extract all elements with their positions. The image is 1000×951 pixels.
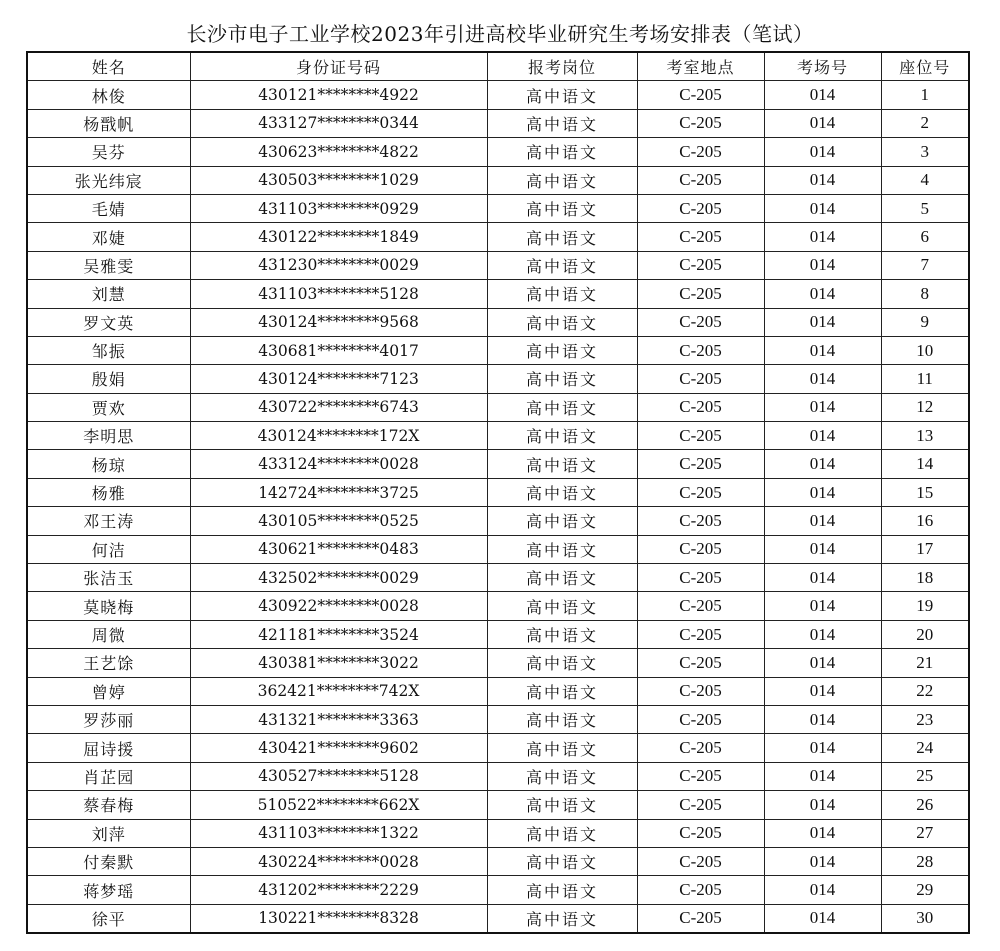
- cell-id-number: 142724********3725: [190, 478, 487, 506]
- cell-exam-site: 014: [764, 166, 881, 194]
- cell-room: C-205: [637, 819, 764, 847]
- cell-post: 高中语文: [487, 847, 637, 875]
- cell-name: 付秦默: [27, 847, 190, 875]
- cell-id-number: 130221********8328: [190, 904, 487, 933]
- cell-post: 高中语文: [487, 138, 637, 166]
- cell-id-number: 431103********0929: [190, 194, 487, 222]
- cell-post: 高中语文: [487, 649, 637, 677]
- cell-name: 毛婧: [27, 194, 190, 222]
- cell-name: 刘慧: [27, 280, 190, 308]
- cell-seat: 22: [881, 677, 969, 705]
- cell-exam-site: 014: [764, 564, 881, 592]
- cell-seat: 9: [881, 308, 969, 336]
- table-row: [27, 507, 969, 535]
- cell-seat: 10: [881, 336, 969, 364]
- header-name: 姓名: [27, 52, 190, 81]
- cell-exam-site: 014: [764, 365, 881, 393]
- cell-post: 高中语文: [487, 194, 637, 222]
- cell-room: C-205: [637, 393, 764, 421]
- cell-seat: 3: [881, 138, 969, 166]
- table-row: [27, 308, 969, 336]
- header-seat: 座位号: [881, 52, 969, 81]
- cell-seat: 11: [881, 365, 969, 393]
- cell-exam-site: 014: [764, 507, 881, 535]
- cell-name: 殷娟: [27, 365, 190, 393]
- table-row: [27, 592, 969, 620]
- cell-exam-site: 014: [764, 904, 881, 933]
- cell-seat: 6: [881, 223, 969, 251]
- cell-exam-site: 014: [764, 393, 881, 421]
- table-row: [27, 138, 969, 166]
- cell-post: 高中语文: [487, 365, 637, 393]
- table-row: [27, 649, 969, 677]
- cell-seat: 24: [881, 734, 969, 762]
- cell-name: 何洁: [27, 535, 190, 563]
- cell-id-number: 433127********0344: [190, 109, 487, 137]
- cell-seat: 13: [881, 422, 969, 450]
- header-row: [27, 52, 969, 81]
- cell-id-number: 431202********2229: [190, 876, 487, 904]
- cell-name: 周微: [27, 620, 190, 648]
- cell-room: C-205: [637, 194, 764, 222]
- cell-id-number: 362421********742X: [190, 677, 487, 705]
- cell-room: C-205: [637, 251, 764, 279]
- cell-seat: 4: [881, 166, 969, 194]
- cell-post: 高中语文: [487, 393, 637, 421]
- cell-room: C-205: [637, 308, 764, 336]
- cell-room: C-205: [637, 649, 764, 677]
- cell-room: C-205: [637, 507, 764, 535]
- table-row: [27, 705, 969, 733]
- cell-seat: 21: [881, 649, 969, 677]
- cell-post: 高中语文: [487, 280, 637, 308]
- header-id-number: 身份证号码: [190, 52, 487, 81]
- cell-seat: 23: [881, 705, 969, 733]
- cell-seat: 29: [881, 876, 969, 904]
- table-row: [27, 791, 969, 819]
- cell-name: 蔡春梅: [27, 791, 190, 819]
- table-row: [27, 620, 969, 648]
- cell-name: 莫晓梅: [27, 592, 190, 620]
- cell-id-number: 430722********6743: [190, 393, 487, 421]
- cell-exam-site: 014: [764, 592, 881, 620]
- table-row: [27, 422, 969, 450]
- cell-seat: 28: [881, 847, 969, 875]
- cell-seat: 14: [881, 450, 969, 478]
- cell-exam-site: 014: [764, 876, 881, 904]
- cell-post: 高中语文: [487, 535, 637, 563]
- cell-post: 高中语文: [487, 819, 637, 847]
- table-row: [27, 564, 969, 592]
- cell-room: C-205: [637, 620, 764, 648]
- cell-exam-site: 014: [764, 478, 881, 506]
- cell-seat: 7: [881, 251, 969, 279]
- cell-id-number: 510522********662X: [190, 791, 487, 819]
- cell-name: 罗文英: [27, 308, 190, 336]
- cell-room: C-205: [637, 422, 764, 450]
- cell-exam-site: 014: [764, 194, 881, 222]
- table-row: [27, 393, 969, 421]
- table-row: [27, 251, 969, 279]
- cell-seat: 15: [881, 478, 969, 506]
- table-row: [27, 819, 969, 847]
- cell-id-number: 430124********9568: [190, 308, 487, 336]
- cell-name: 徐平: [27, 904, 190, 933]
- cell-id-number: 430122********1849: [190, 223, 487, 251]
- cell-name: 吴芬: [27, 138, 190, 166]
- cell-exam-site: 014: [764, 762, 881, 790]
- table-row: [27, 81, 969, 109]
- cell-exam-site: 014: [764, 422, 881, 450]
- cell-exam-site: 014: [764, 251, 881, 279]
- cell-exam-site: 014: [764, 138, 881, 166]
- cell-name: 曾婷: [27, 677, 190, 705]
- cell-seat: 5: [881, 194, 969, 222]
- cell-name: 王艺馀: [27, 649, 190, 677]
- table-row: [27, 734, 969, 762]
- table-row: [27, 223, 969, 251]
- cell-exam-site: 014: [764, 535, 881, 563]
- cell-exam-site: 014: [764, 81, 881, 109]
- cell-seat: 12: [881, 393, 969, 421]
- cell-room: C-205: [637, 876, 764, 904]
- cell-name: 邹振: [27, 336, 190, 364]
- cell-seat: 30: [881, 904, 969, 933]
- cell-name: 蒋梦瑶: [27, 876, 190, 904]
- cell-seat: 19: [881, 592, 969, 620]
- cell-name: 林俊: [27, 81, 190, 109]
- table-row: [27, 166, 969, 194]
- cell-seat: 8: [881, 280, 969, 308]
- cell-id-number: 433124********0028: [190, 450, 487, 478]
- cell-exam-site: 014: [764, 705, 881, 733]
- cell-id-number: 430922********0028: [190, 592, 487, 620]
- table-header: [27, 52, 969, 81]
- cell-name: 吴雅雯: [27, 251, 190, 279]
- table-row: [27, 535, 969, 563]
- cell-room: C-205: [637, 223, 764, 251]
- cell-exam-site: 014: [764, 734, 881, 762]
- cell-post: 高中语文: [487, 478, 637, 506]
- cell-post: 高中语文: [487, 166, 637, 194]
- cell-post: 高中语文: [487, 507, 637, 535]
- cell-post: 高中语文: [487, 734, 637, 762]
- cell-id-number: 430105********0525: [190, 507, 487, 535]
- cell-id-number: 430681********4017: [190, 336, 487, 364]
- header-post: 报考岗位: [487, 52, 637, 81]
- cell-id-number: 430621********0483: [190, 535, 487, 563]
- table-body: [27, 81, 969, 933]
- cell-exam-site: 014: [764, 649, 881, 677]
- table-row: [27, 677, 969, 705]
- cell-room: C-205: [637, 365, 764, 393]
- cell-name: 李明思: [27, 422, 190, 450]
- cell-room: C-205: [637, 280, 764, 308]
- cell-post: 高中语文: [487, 251, 637, 279]
- cell-room: C-205: [637, 762, 764, 790]
- cell-post: 高中语文: [487, 592, 637, 620]
- cell-room: C-205: [637, 81, 764, 109]
- cell-post: 高中语文: [487, 450, 637, 478]
- cell-room: C-205: [637, 478, 764, 506]
- table-row: [27, 336, 969, 364]
- cell-name: 杨戬帆: [27, 109, 190, 137]
- cell-id-number: 430381********3022: [190, 649, 487, 677]
- cell-post: 高中语文: [487, 564, 637, 592]
- cell-exam-site: 014: [764, 847, 881, 875]
- cell-exam-site: 014: [764, 308, 881, 336]
- cell-seat: 25: [881, 762, 969, 790]
- cell-exam-site: 014: [764, 450, 881, 478]
- cell-exam-site: 014: [764, 677, 881, 705]
- cell-id-number: 430124********172X: [190, 422, 487, 450]
- header-room: 考室地点: [637, 52, 764, 81]
- cell-seat: 26: [881, 791, 969, 819]
- cell-post: 高中语文: [487, 620, 637, 648]
- cell-id-number: 432502********0029: [190, 564, 487, 592]
- cell-name: 杨琼: [27, 450, 190, 478]
- cell-post: 高中语文: [487, 336, 637, 364]
- cell-exam-site: 014: [764, 109, 881, 137]
- cell-post: 高中语文: [487, 81, 637, 109]
- cell-room: C-205: [637, 705, 764, 733]
- exam-seating-table: [26, 51, 970, 934]
- cell-exam-site: 014: [764, 336, 881, 364]
- cell-id-number: 421181********3524: [190, 620, 487, 648]
- table-row: [27, 847, 969, 875]
- cell-name: 邓王涛: [27, 507, 190, 535]
- cell-post: 高中语文: [487, 677, 637, 705]
- table-row: [27, 904, 969, 933]
- cell-name: 贾欢: [27, 393, 190, 421]
- table-row: [27, 194, 969, 222]
- cell-id-number: 431230********0029: [190, 251, 487, 279]
- cell-name: 杨雅: [27, 478, 190, 506]
- cell-seat: 17: [881, 535, 969, 563]
- cell-post: 高中语文: [487, 109, 637, 137]
- cell-post: 高中语文: [487, 705, 637, 733]
- cell-post: 高中语文: [487, 422, 637, 450]
- table-row: [27, 876, 969, 904]
- cell-room: C-205: [637, 336, 764, 364]
- cell-seat: 18: [881, 564, 969, 592]
- cell-name: 刘萍: [27, 819, 190, 847]
- cell-room: C-205: [637, 166, 764, 194]
- table-row: [27, 365, 969, 393]
- cell-id-number: 430623********4822: [190, 138, 487, 166]
- cell-post: 高中语文: [487, 904, 637, 933]
- cell-id-number: 430224********0028: [190, 847, 487, 875]
- table-row: [27, 109, 969, 137]
- cell-seat: 2: [881, 109, 969, 137]
- cell-id-number: 431321********3363: [190, 705, 487, 733]
- table-row: [27, 280, 969, 308]
- cell-room: C-205: [637, 791, 764, 819]
- cell-room: C-205: [637, 734, 764, 762]
- cell-exam-site: 014: [764, 223, 881, 251]
- document-title: 长沙市电子工业学校2023年引进高校毕业研究生考场安排表（笔试）: [186, 22, 814, 46]
- cell-name: 肖芷园: [27, 762, 190, 790]
- table-row: [27, 478, 969, 506]
- cell-room: C-205: [637, 677, 764, 705]
- cell-id-number: 430503********1029: [190, 166, 487, 194]
- cell-exam-site: 014: [764, 791, 881, 819]
- cell-post: 高中语文: [487, 223, 637, 251]
- cell-room: C-205: [637, 138, 764, 166]
- cell-id-number: 430421********9602: [190, 734, 487, 762]
- cell-post: 高中语文: [487, 791, 637, 819]
- cell-id-number: 430527********5128: [190, 762, 487, 790]
- cell-id-number: 431103********5128: [190, 280, 487, 308]
- cell-id-number: 430124********7123: [190, 365, 487, 393]
- cell-name: 罗莎丽: [27, 705, 190, 733]
- table-row: [27, 762, 969, 790]
- cell-id-number: 430121********4922: [190, 81, 487, 109]
- cell-room: C-205: [637, 904, 764, 933]
- cell-exam-site: 014: [764, 819, 881, 847]
- header-exam-site: 考场号: [764, 52, 881, 81]
- cell-room: C-205: [637, 109, 764, 137]
- cell-post: 高中语文: [487, 308, 637, 336]
- cell-name: 张光纬宸: [27, 166, 190, 194]
- cell-id-number: 431103********1322: [190, 819, 487, 847]
- table-row: [27, 450, 969, 478]
- cell-post: 高中语文: [487, 876, 637, 904]
- cell-seat: 20: [881, 620, 969, 648]
- cell-exam-site: 014: [764, 620, 881, 648]
- cell-name: 屈诗援: [27, 734, 190, 762]
- cell-seat: 1: [881, 81, 969, 109]
- cell-room: C-205: [637, 564, 764, 592]
- cell-name: 张洁玉: [27, 564, 190, 592]
- cell-room: C-205: [637, 847, 764, 875]
- cell-seat: 27: [881, 819, 969, 847]
- cell-room: C-205: [637, 450, 764, 478]
- cell-post: 高中语文: [487, 762, 637, 790]
- cell-name: 邓婕: [27, 223, 190, 251]
- cell-exam-site: 014: [764, 280, 881, 308]
- cell-seat: 16: [881, 507, 969, 535]
- cell-room: C-205: [637, 535, 764, 563]
- cell-room: C-205: [637, 592, 764, 620]
